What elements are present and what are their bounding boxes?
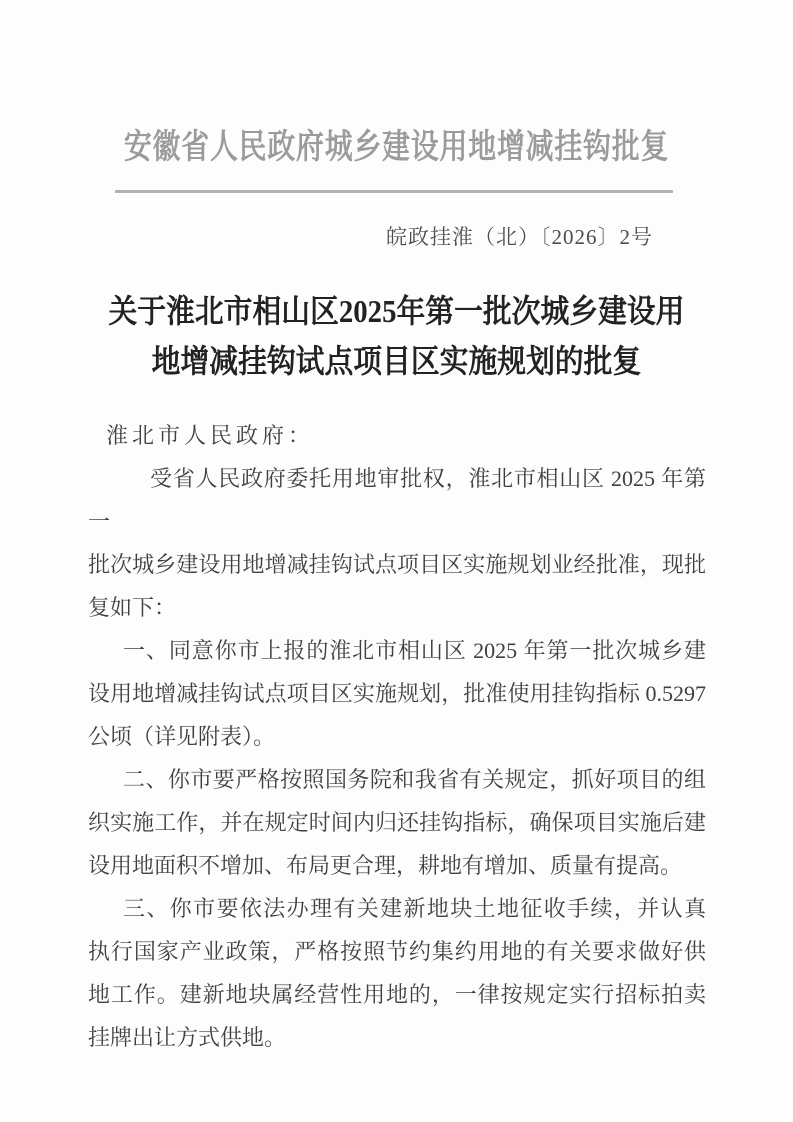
body-line: 织实施工作，并在规定时间内归还挂钩指标，确保项目实施后建 xyxy=(88,810,706,835)
body-line: 设用地增减挂钩试点项目区实施规划，批准使用挂钩指标 0.5297 xyxy=(88,681,706,706)
document-title-line: 地增减挂钩试点项目区实施规划的批复 xyxy=(151,343,642,379)
body-line: 公顷（详见附表）。 xyxy=(88,724,276,749)
body-line: 挂牌出让方式供地。 xyxy=(88,1025,287,1050)
body-line: 设用地面积不增加、布局更合理，耕地有增加、质量有提高。 xyxy=(88,853,683,878)
letterhead-title: 安徽省人民政府城乡建设用地增减挂钩批复 xyxy=(123,129,670,166)
body-line: 复如下： xyxy=(88,595,177,620)
body-line: 一、同意你市上报的淮北市相山区 2025 年第一批次城乡建 xyxy=(123,638,706,663)
body-line: 地工作。建新地块属经营性用地的，一律按规定实行招标拍卖 xyxy=(88,982,706,1007)
doc-number: 皖政挂淮（北）〔2026〕2号 xyxy=(386,225,653,249)
document-title xyxy=(40,286,754,386)
letterhead-divider xyxy=(115,190,673,193)
body-line: 受省人民政府委托用地审批权，淮北市相山区 2025 年第一 xyxy=(88,466,706,534)
body-line: 三、你市要依法办理有关建新地块土地征收手续，并认真 xyxy=(123,896,706,921)
document-body xyxy=(88,414,706,1059)
salutation: 淮北市人民政府： xyxy=(106,423,315,448)
body-line: 二、你市要严格按照国务院和我省有关规定，抓好项目的组 xyxy=(123,767,706,792)
body-line: 执行国家产业政策，严格按照节约集约用地的有关要求做好供 xyxy=(88,939,706,964)
body-line: 批次城乡建设用地增减挂钩试点项目区实施规划业经批准，现批 xyxy=(88,552,706,577)
document-title-line: 关于淮北市相山区2025年第一批次城乡建设用 xyxy=(108,293,685,329)
